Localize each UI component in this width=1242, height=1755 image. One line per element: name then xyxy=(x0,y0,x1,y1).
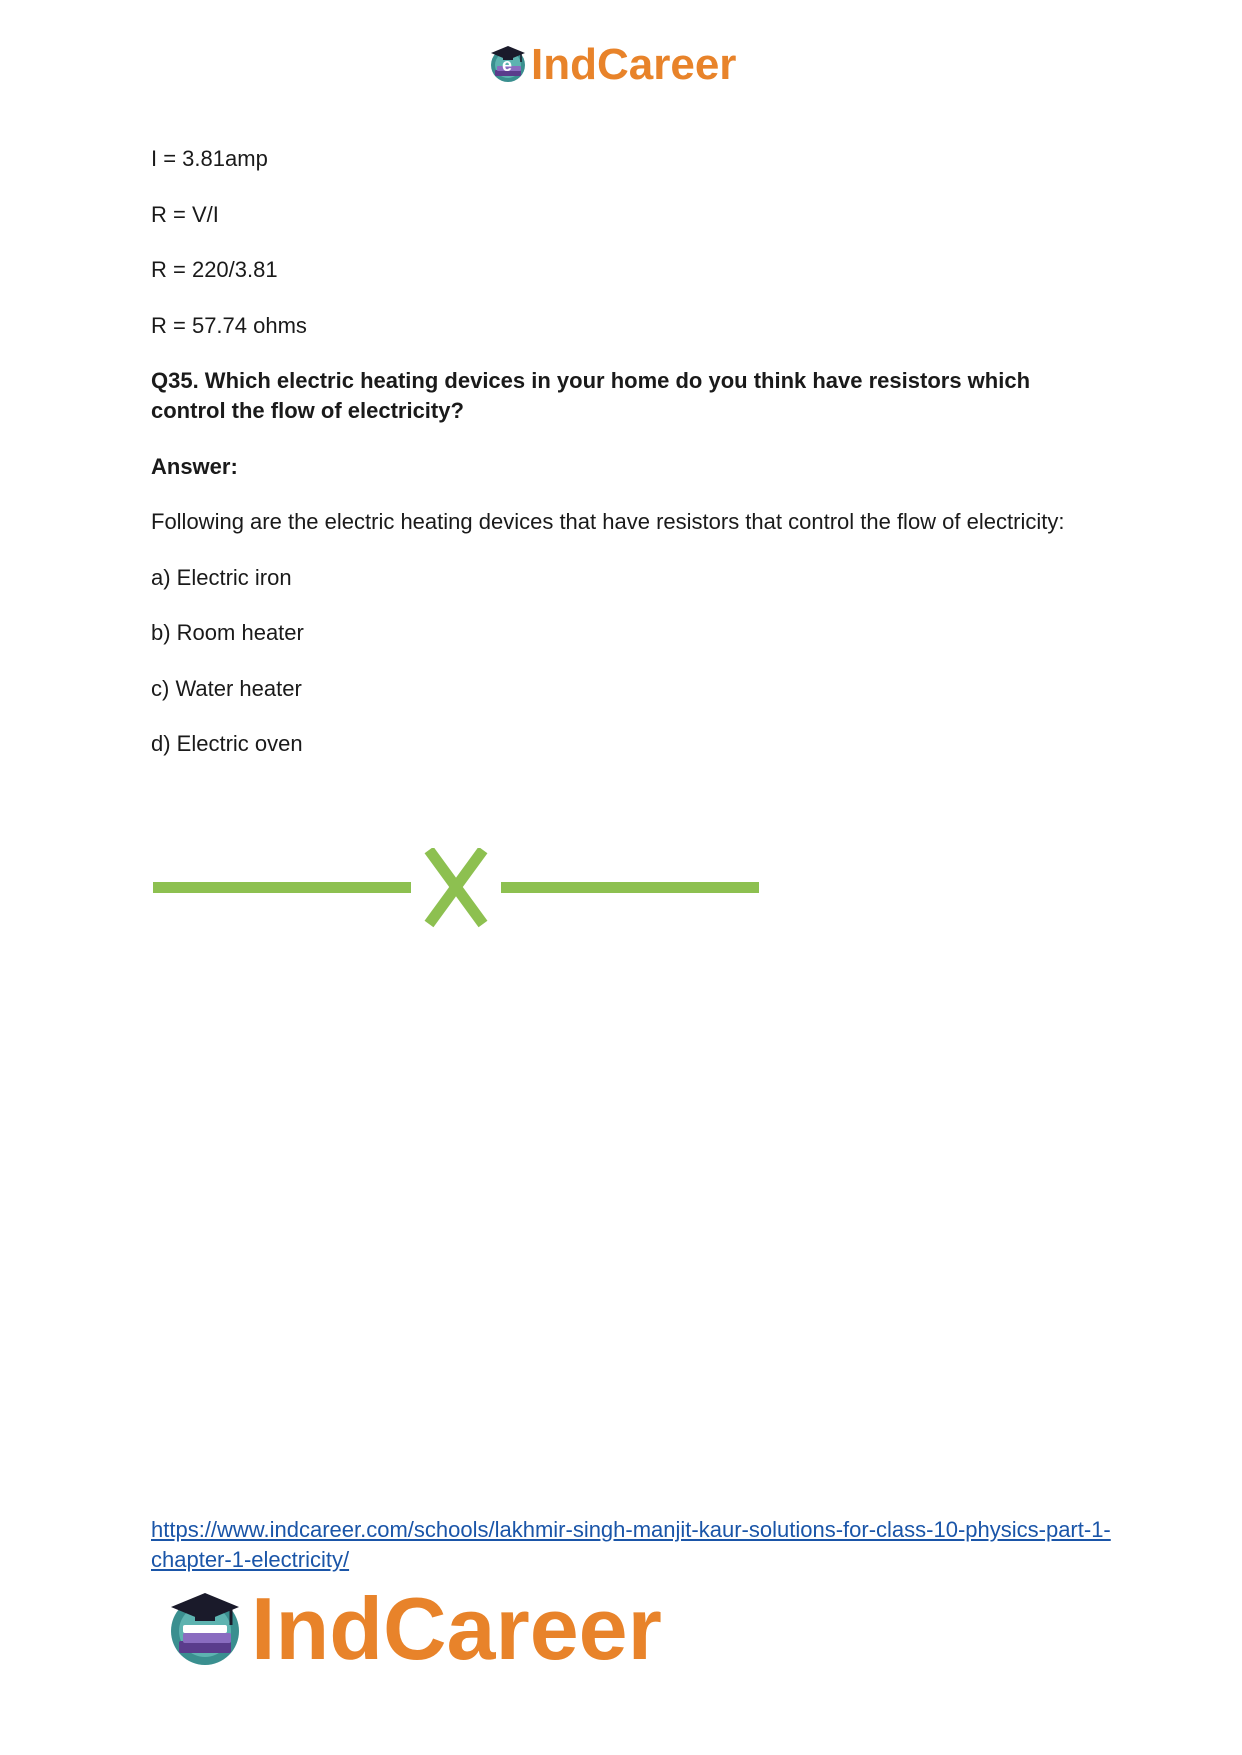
brand-wordmark: IndCareer xyxy=(531,40,737,89)
calc-line: R = 57.74 ohms xyxy=(151,312,307,338)
list-item: c) Water heater xyxy=(151,675,302,701)
calc-line: I = 3.81amp xyxy=(151,146,268,171)
list-item: a) Electric iron xyxy=(151,564,292,590)
list-item: d) Electric oven xyxy=(151,731,303,756)
document-body xyxy=(151,144,1091,785)
svg-text:e: e xyxy=(502,54,513,75)
section-divider xyxy=(153,848,763,933)
x-mark-divider-icon xyxy=(153,848,763,928)
brand-wordmark: IndCareer xyxy=(251,1579,662,1678)
graduation-cap-book-icon xyxy=(487,42,529,89)
answer-label: Answer: xyxy=(151,453,238,479)
footer-logo xyxy=(163,1579,662,1678)
question-heading: Q35. Which electric heating devices in your home do you think have resistors which control the flow of electricity? xyxy=(151,368,1031,423)
graduation-cap-book-icon xyxy=(163,1585,247,1674)
answer-intro: Following are the electric heating devices that have resistors that control the flow of electricity: xyxy=(151,509,1065,534)
source-url-link[interactable]: https://www.indcareer.com/schools/lakhmir-singh-manjit-kaur-solutions-for-class-10-physics-part-1-chapter-1-electricity/ xyxy=(151,1517,1111,1572)
header-logo xyxy=(487,40,736,90)
list-item: b) Room heater xyxy=(151,620,304,645)
calc-line: R = V/I xyxy=(151,201,219,227)
calc-line: R = 220/3.81 xyxy=(151,257,278,282)
